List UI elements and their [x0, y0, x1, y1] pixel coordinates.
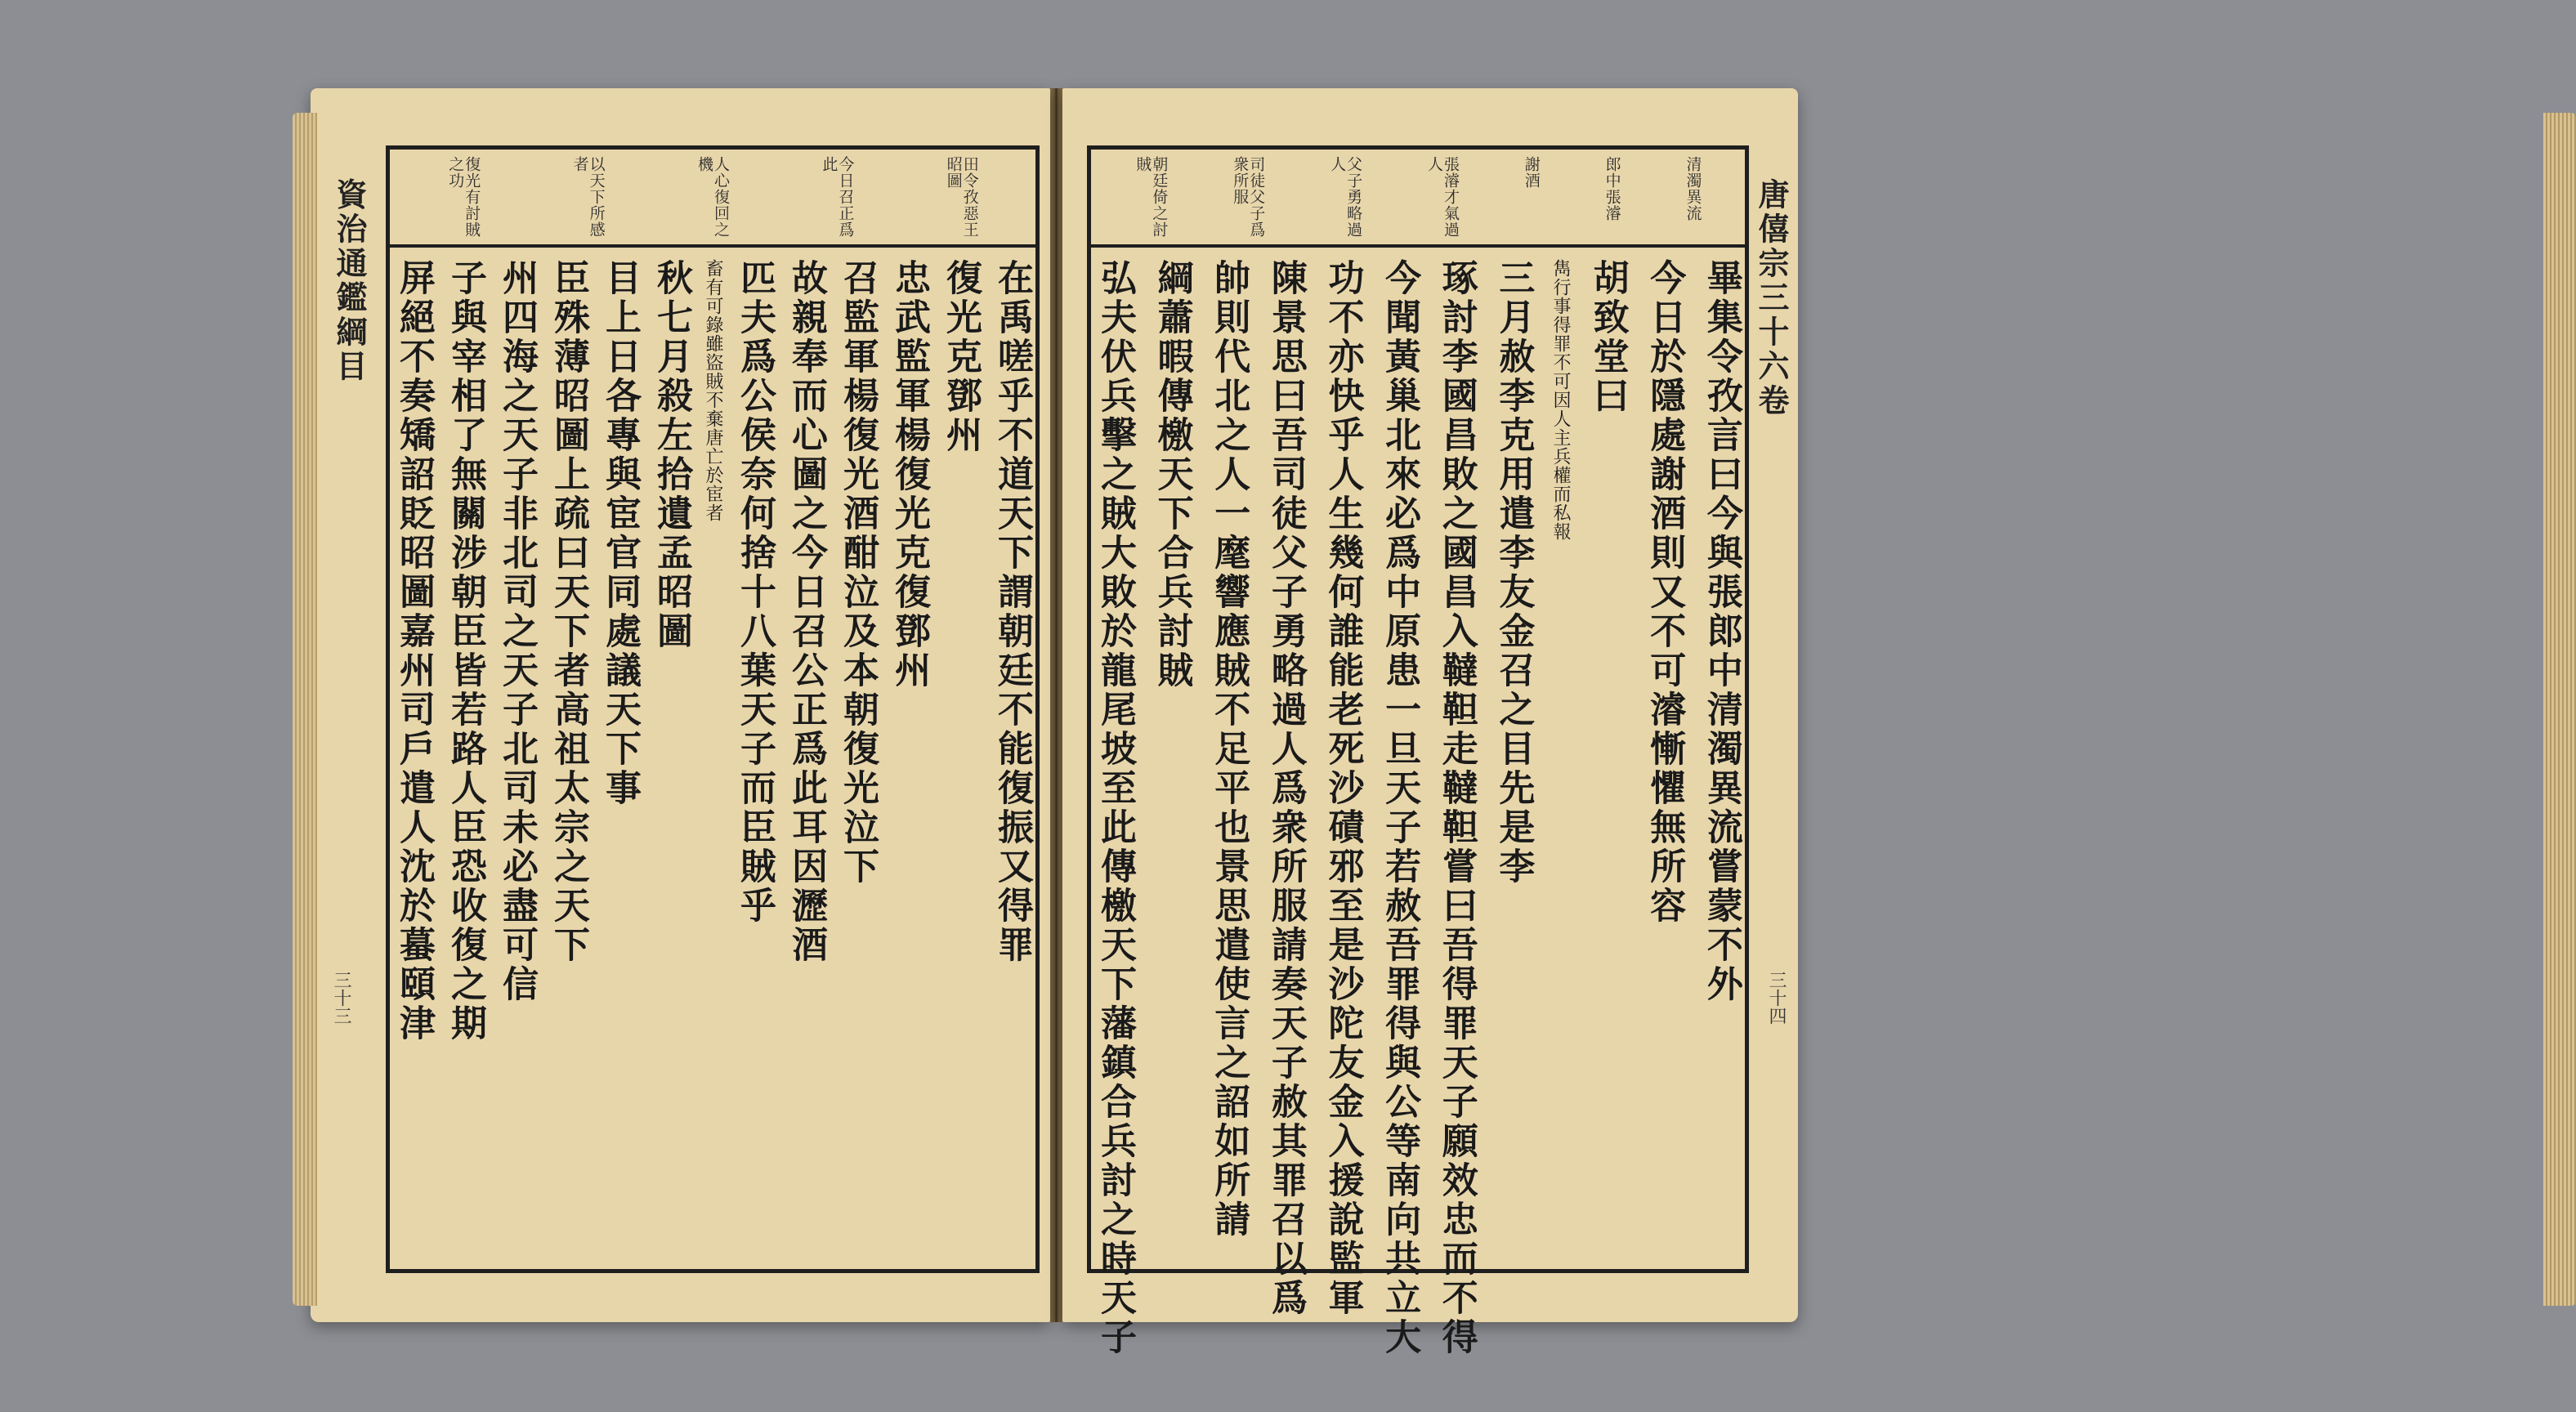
text-column: 匹夫爲公侯奈何捨十八葉天子而臣賊乎 [734, 259, 776, 926]
left-page [311, 88, 1050, 1322]
note: 田令孜惡王昭圖 [944, 156, 979, 238]
text-column: 琢討李國昌敗之國昌入韃靼走韃靼嘗曰吾得罪天子願效忠而不得 [1435, 259, 1478, 1357]
text-column: 忠武監軍楊復光克復鄧州 [888, 259, 930, 690]
note: 以天下所感者 [570, 156, 606, 238]
text-column: 臣殊薄昭圖上疏曰天下者高祖太宗之天下 [548, 259, 589, 965]
text-column: 帥則代北之人一麾響應賊不足平也景思遣使言之詔如所請 [1208, 259, 1250, 1240]
text-column: 今聞黃巢北來必爲中原患一旦天子若赦吾罪得與公等南向共立大 [1379, 259, 1421, 1357]
text-column: 故親奉而心圖之今日召公正爲此耳因瀝酒 [785, 259, 827, 965]
note: 司徒父子爲衆所服 [1231, 156, 1266, 238]
text-column: 秋七月殺左拾遺孟昭圖 [651, 259, 692, 651]
note: 張濬才氣過人 [1424, 156, 1460, 238]
text-column: 胡致堂曰 [1586, 259, 1629, 416]
right-page [1062, 88, 1798, 1357]
left-spine-title: 資治通鑑綱目 [331, 178, 368, 384]
left-text-frame [386, 145, 1040, 1273]
commentary-column: 雋行事得罪不可因人主兵權而私報 [1550, 259, 1571, 541]
left-annotation-band [390, 150, 1035, 248]
text-column: 子與宰相了無關涉朝臣皆若路人臣恐收復之期 [445, 259, 486, 1043]
left-text-columns [390, 251, 1035, 1269]
text-column: 復光克鄧州 [940, 259, 982, 455]
left-folio: 三十三 [331, 971, 351, 1025]
note: 父子勇略過人 [1328, 156, 1363, 238]
text-column: 目上日各專與宦官同處議天下事 [599, 259, 641, 808]
text-column: 州四海之天子非北司之天子北司未必盡可信 [496, 259, 538, 1004]
note: 今日召正爲此 [820, 156, 855, 238]
page-stack-left [293, 113, 317, 1306]
open-book [311, 88, 1798, 1357]
note: 人心復回之機 [695, 156, 730, 238]
text-column: 屏絕不奏矯詔貶昭圖嘉州司戶遣人沈於蟇頤津 [393, 259, 435, 1043]
right-text-frame [1087, 145, 1749, 1357]
text-column: 今日於隱處謝酒則又不可濬慚懼無所容 [1644, 259, 1686, 926]
text-column: 在禹嗟乎不道天下謂朝廷不能復振又得罪 [991, 259, 1033, 965]
note: 清濁異流 [1684, 156, 1702, 221]
commentary-column: 畜有可錄雖盜賊不棄唐亡於宦者 [703, 259, 723, 522]
text-column: 三月赦李克用遣李友金召之目先是李 [1492, 259, 1535, 887]
note: 朝廷倚之討賊 [1134, 156, 1169, 238]
page-stack-right [2543, 113, 2576, 1306]
right-folio: 三十四 [1766, 971, 1787, 1025]
right-text-columns [1091, 251, 1745, 1357]
right-annotation-band [1091, 150, 1745, 248]
text-column: 功不亦快乎人生幾何誰能老死沙磧邪至是沙陀友金入援說監軍 [1322, 259, 1364, 1318]
text-column: 綱蕭暇傳檄天下合兵討賊 [1151, 259, 1193, 690]
note: 郎中張濬 [1603, 156, 1621, 221]
note: 謝酒 [1522, 156, 1541, 189]
text-column: 陳景思曰吾司徒父子勇略過人爲衆所服請奏天子赦其罪召以爲 [1264, 259, 1307, 1318]
text-column: 弘夫伏兵擊之賊大敗於龍尾坡至此傳檄天下藩鎮合兵討之時天子 [1094, 259, 1136, 1357]
note: 復光有討賊之功 [446, 156, 481, 238]
text-column: 畢集令孜言曰今與張郎中清濁異流嘗蒙不外 [1700, 259, 1742, 1004]
right-spine-title: 唐僖宗三十六卷 [1753, 178, 1790, 418]
text-column: 召監軍楊復光酒酣泣及本朝復光泣下 [837, 259, 879, 887]
